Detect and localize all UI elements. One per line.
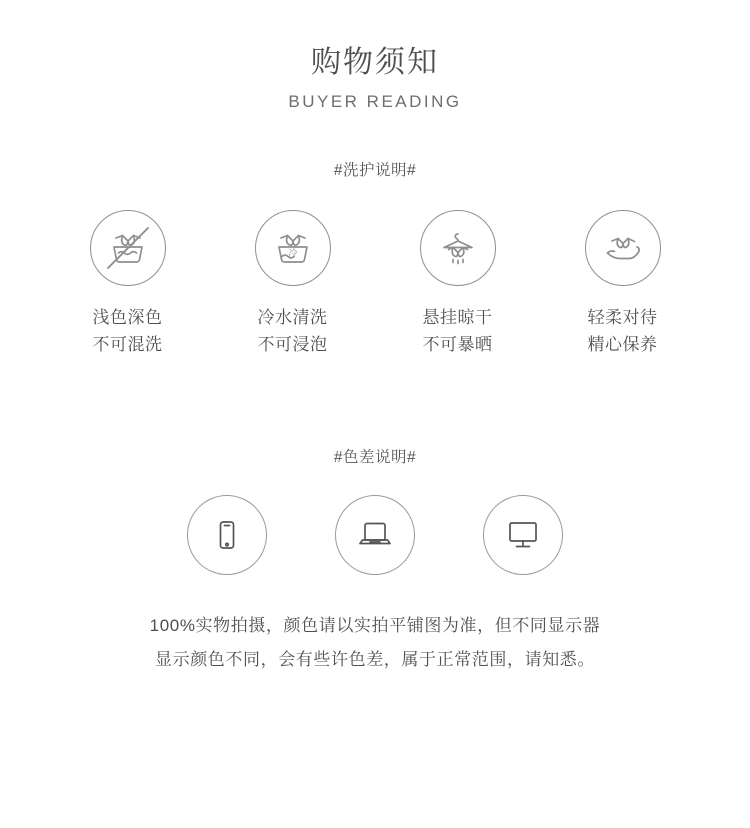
page-header: [0, 0, 750, 112]
care-item: [561, 210, 685, 359]
gentle-care-icon: [585, 210, 661, 286]
care-text-line2: 精心保养: [587, 335, 658, 355]
device-row: [0, 495, 750, 575]
care-item: [66, 210, 190, 359]
smartphone-icon: [187, 495, 267, 575]
care-text-line2: 不可暴晒: [422, 335, 493, 355]
cold-water-wash-icon: [255, 210, 331, 286]
care-text-line1: 浅色深色: [92, 307, 163, 327]
no-mixed-wash-icon: [90, 210, 166, 286]
laptop-icon: [335, 495, 415, 575]
hang-dry-icon: [420, 210, 496, 286]
svg-text:冷: 冷: [287, 247, 298, 258]
care-item: [231, 210, 355, 359]
note-line-2: 显示颜色不同，会有些许色差，属于正常范围，请知悉。: [155, 650, 595, 670]
care-text-line1: 轻柔对待: [587, 307, 658, 327]
wash-section-label: #洗护说明#: [333, 161, 417, 179]
care-text-line1: 冷水清洗: [257, 307, 328, 327]
care-text-line1: 悬挂晾干: [422, 307, 493, 327]
wash-care-row: [0, 210, 750, 359]
color-section-label: #色差说明#: [333, 448, 417, 466]
care-text-line2: 不可浸泡: [257, 335, 328, 355]
desktop-monitor-icon: [483, 495, 563, 575]
page-subtitle: BUYER READING: [288, 91, 462, 111]
care-item-text: [93, 304, 163, 359]
page-title: 购物须知: [311, 46, 439, 79]
care-item-text: [423, 304, 493, 359]
care-item-text: [258, 304, 328, 359]
care-text-line2: 不可混洗: [92, 335, 163, 355]
color-difference-note: [0, 609, 750, 679]
care-item-text: [588, 304, 658, 359]
note-line-1: 100%实物拍摄，颜色请以实拍平铺图为准，但不同显示器: [149, 615, 601, 635]
care-item: [396, 210, 520, 359]
